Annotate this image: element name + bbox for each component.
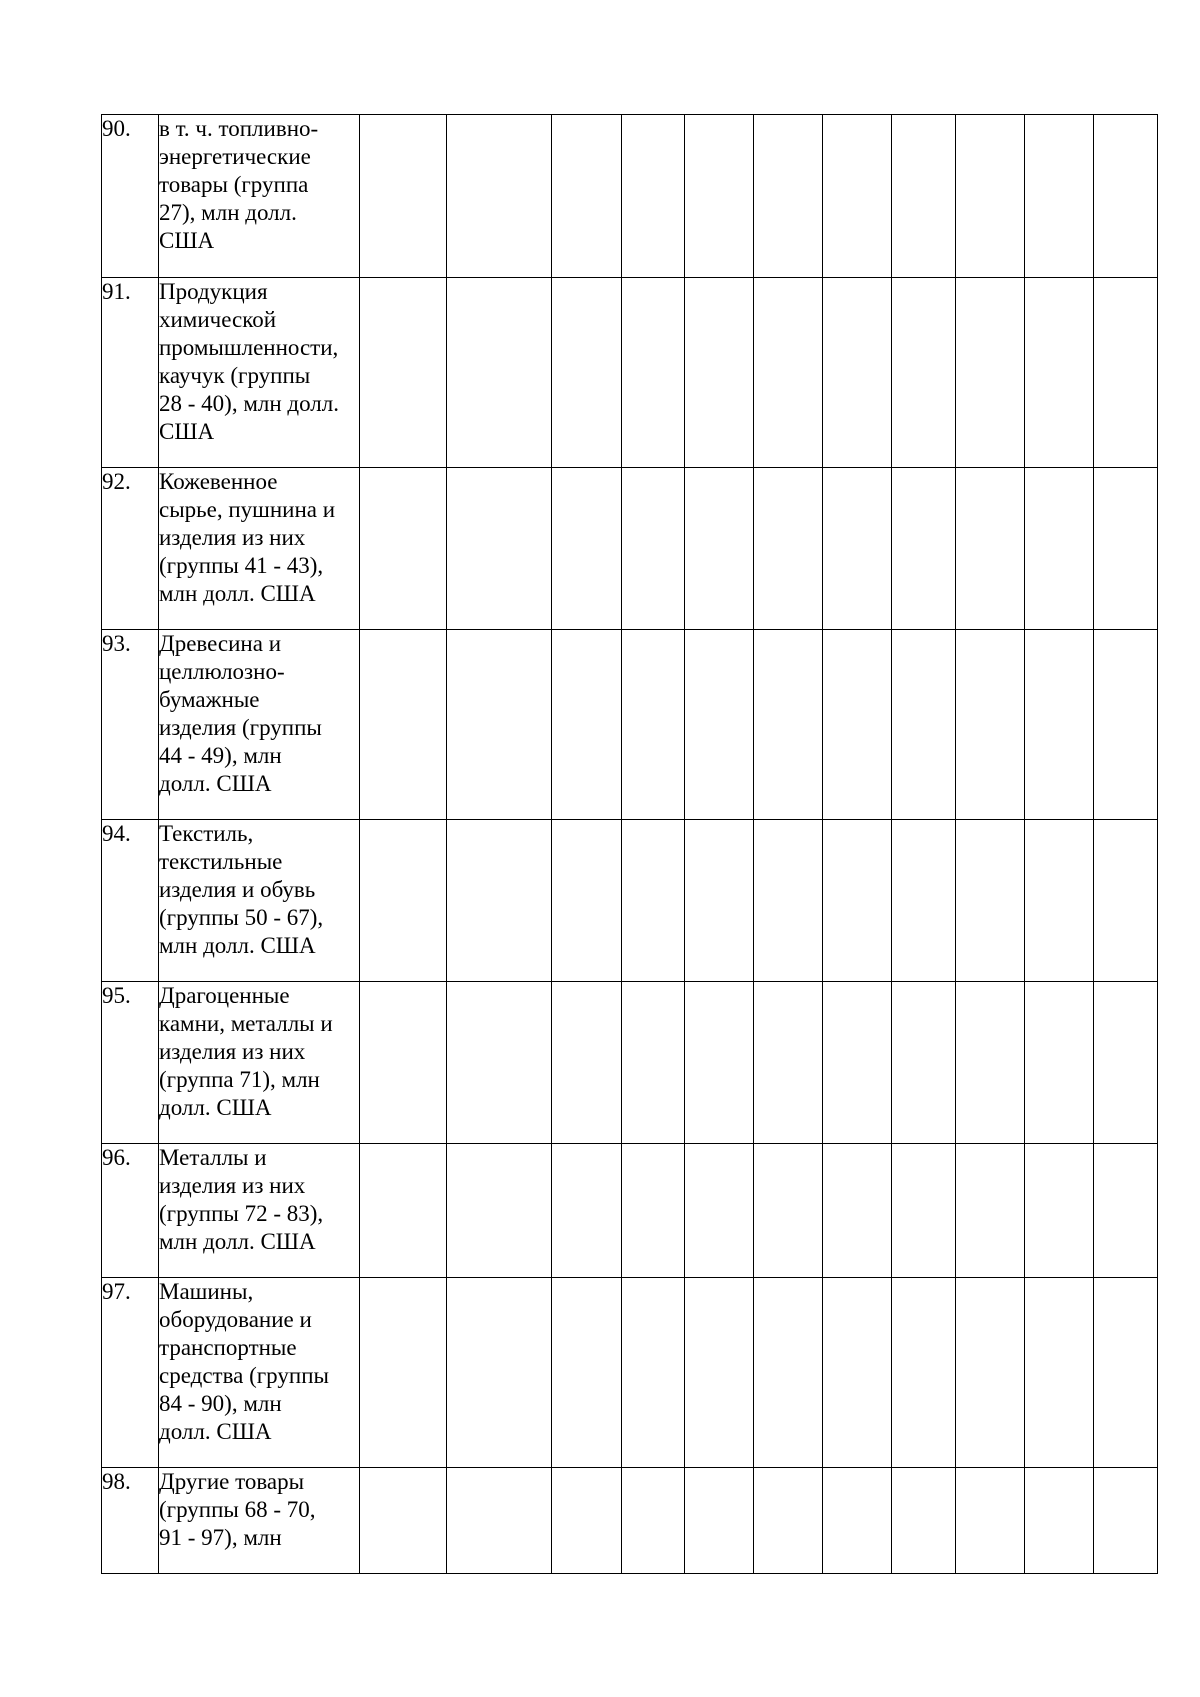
row-number: 94. xyxy=(102,820,159,982)
value-cell xyxy=(956,1278,1025,1468)
value-cell xyxy=(1025,1278,1094,1468)
value-cell xyxy=(622,115,685,278)
row-number: 96. xyxy=(102,1144,159,1278)
value-cell xyxy=(956,820,1025,982)
value-cell xyxy=(956,115,1025,278)
value-cell xyxy=(956,1468,1025,1574)
value-cell xyxy=(552,278,622,468)
value-cell xyxy=(447,820,552,982)
value-cell xyxy=(360,1144,447,1278)
value-cell xyxy=(956,468,1025,630)
value-cell xyxy=(1094,1144,1158,1278)
value-cell xyxy=(956,278,1025,468)
value-cell xyxy=(892,1468,956,1574)
value-cell xyxy=(1025,1468,1094,1574)
value-cell xyxy=(360,278,447,468)
row-label: Продукция химической промышленности, каучук (группы 28 - 40), млн долл. США xyxy=(159,278,360,468)
value-cell xyxy=(685,630,754,820)
value-cell xyxy=(685,1468,754,1574)
value-cell xyxy=(823,468,892,630)
value-cell xyxy=(1094,982,1158,1144)
value-cell xyxy=(447,982,552,1144)
value-cell xyxy=(1025,278,1094,468)
value-cell xyxy=(622,820,685,982)
table-row xyxy=(102,115,1158,278)
value-cell xyxy=(685,115,754,278)
value-cell xyxy=(754,468,823,630)
value-cell xyxy=(1025,1144,1094,1278)
value-cell xyxy=(754,982,823,1144)
value-cell xyxy=(754,1144,823,1278)
row-label: в т. ч. топливно- энергетические товары (группа 27), млн долл. США xyxy=(159,115,360,278)
value-cell xyxy=(1025,468,1094,630)
table-row xyxy=(102,1144,1158,1278)
table-row xyxy=(102,278,1158,468)
value-cell xyxy=(1025,820,1094,982)
value-cell xyxy=(447,278,552,468)
value-cell xyxy=(622,468,685,630)
value-cell xyxy=(1094,278,1158,468)
value-cell xyxy=(360,1278,447,1468)
table-row xyxy=(102,1468,1158,1574)
table-row xyxy=(102,820,1158,982)
value-cell xyxy=(956,1144,1025,1278)
value-cell xyxy=(552,1468,622,1574)
value-cell xyxy=(622,982,685,1144)
value-cell xyxy=(823,278,892,468)
value-cell xyxy=(447,115,552,278)
row-number: 92. xyxy=(102,468,159,630)
row-label: Драгоценные камни, металлы и изделия из них (группа 71), млн долл. США xyxy=(159,982,360,1144)
value-cell xyxy=(447,1468,552,1574)
value-cell xyxy=(622,1144,685,1278)
value-cell xyxy=(552,468,622,630)
value-cell xyxy=(685,468,754,630)
row-label: Древесина и целлюлозно- бумажные изделия (группы 44 - 49), млн долл. США xyxy=(159,630,360,820)
value-cell xyxy=(892,1278,956,1468)
value-cell xyxy=(823,982,892,1144)
row-number: 93. xyxy=(102,630,159,820)
value-cell xyxy=(823,115,892,278)
value-cell xyxy=(754,115,823,278)
value-cell xyxy=(1094,630,1158,820)
value-cell xyxy=(685,820,754,982)
row-number: 90. xyxy=(102,115,159,278)
value-cell xyxy=(823,1278,892,1468)
value-cell xyxy=(1094,820,1158,982)
value-cell xyxy=(823,1468,892,1574)
value-cell xyxy=(754,1468,823,1574)
value-cell xyxy=(823,1144,892,1278)
value-cell xyxy=(1025,115,1094,278)
value-cell xyxy=(754,820,823,982)
value-cell xyxy=(552,115,622,278)
value-cell xyxy=(892,982,956,1144)
value-cell xyxy=(552,982,622,1144)
value-cell xyxy=(1025,982,1094,1144)
value-cell xyxy=(447,468,552,630)
row-label: Текстиль, текстильные изделия и обувь (группы 50 - 67), млн долл. США xyxy=(159,820,360,982)
value-cell xyxy=(360,820,447,982)
value-cell xyxy=(892,278,956,468)
value-cell xyxy=(622,278,685,468)
value-cell xyxy=(892,630,956,820)
value-cell xyxy=(447,1278,552,1468)
table-row xyxy=(102,468,1158,630)
table-row xyxy=(102,630,1158,820)
value-cell xyxy=(1094,115,1158,278)
value-cell xyxy=(956,630,1025,820)
value-cell xyxy=(892,468,956,630)
value-cell xyxy=(1094,468,1158,630)
value-cell xyxy=(685,982,754,1144)
value-cell xyxy=(956,982,1025,1144)
row-number: 91. xyxy=(102,278,159,468)
value-cell xyxy=(1025,630,1094,820)
value-cell xyxy=(447,630,552,820)
value-cell xyxy=(360,1468,447,1574)
value-cell xyxy=(622,1278,685,1468)
row-label: Машины, оборудование и транспортные средства (группы 84 - 90), млн долл. США xyxy=(159,1278,360,1468)
value-cell xyxy=(823,820,892,982)
value-cell xyxy=(685,1144,754,1278)
row-label: Кожевенное сырье, пушнина и изделия из них (группы 41 - 43), млн долл. США xyxy=(159,468,360,630)
value-cell xyxy=(360,468,447,630)
value-cell xyxy=(360,982,447,1144)
value-cell xyxy=(1094,1468,1158,1574)
row-label: Металлы и изделия из них (группы 72 - 83), млн долл. США xyxy=(159,1144,360,1278)
value-cell xyxy=(754,278,823,468)
value-cell xyxy=(360,115,447,278)
value-cell xyxy=(447,1144,552,1278)
table-row xyxy=(102,1278,1158,1468)
value-cell xyxy=(754,1278,823,1468)
row-number: 95. xyxy=(102,982,159,1144)
value-cell xyxy=(360,630,447,820)
value-cell xyxy=(892,115,956,278)
row-label: Другие товары (группы 68 - 70, 91 - 97), млн xyxy=(159,1468,360,1574)
row-number: 98. xyxy=(102,1468,159,1574)
value-cell xyxy=(823,630,892,820)
value-cell xyxy=(622,1468,685,1574)
value-cell xyxy=(552,820,622,982)
value-cell xyxy=(1094,1278,1158,1468)
value-cell xyxy=(622,630,685,820)
table-row xyxy=(102,982,1158,1144)
value-cell xyxy=(754,630,823,820)
value-cell xyxy=(552,1278,622,1468)
value-cell xyxy=(892,1144,956,1278)
value-cell xyxy=(685,1278,754,1468)
row-number: 97. xyxy=(102,1278,159,1468)
statistics-table xyxy=(101,114,1158,1574)
value-cell xyxy=(685,278,754,468)
value-cell xyxy=(552,630,622,820)
value-cell xyxy=(892,820,956,982)
value-cell xyxy=(552,1144,622,1278)
